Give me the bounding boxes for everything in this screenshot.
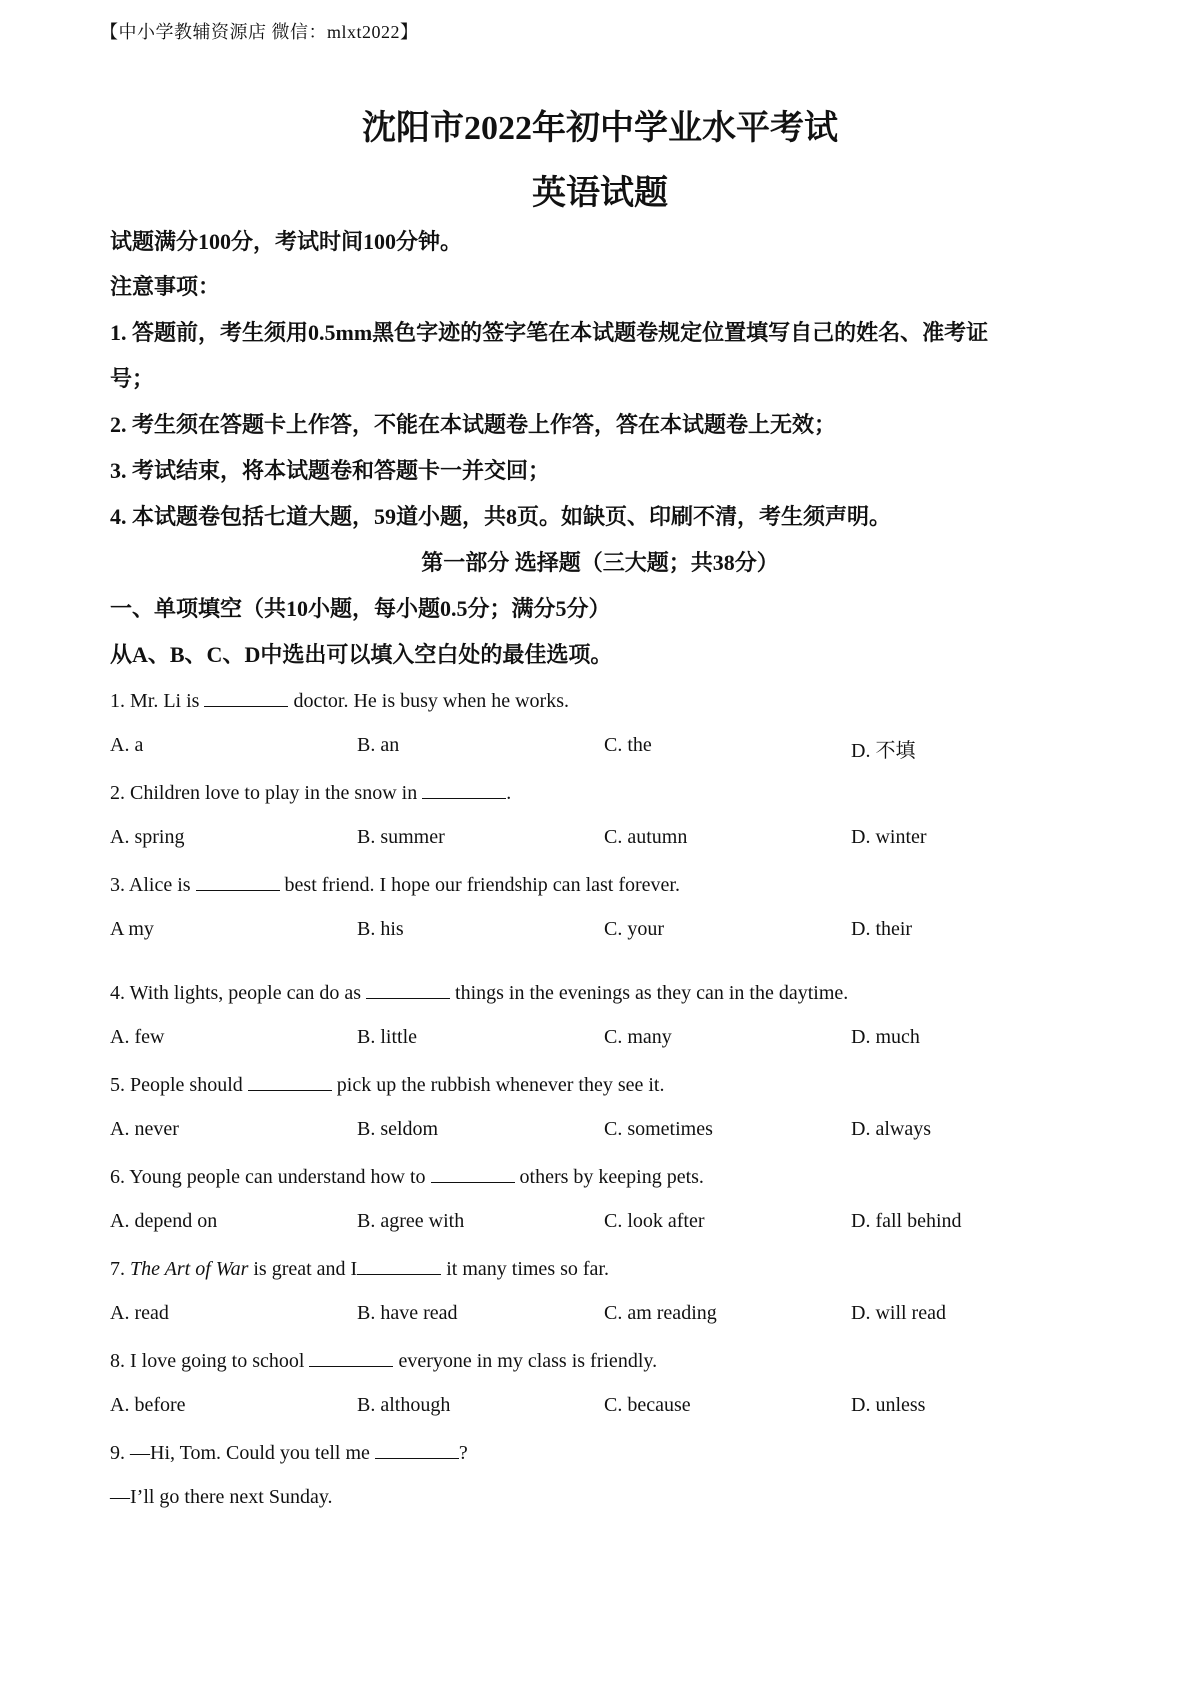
section-instruction: 从A、B、C、D中选出可以填入空白处的最佳选项。 xyxy=(110,642,613,667)
question-text: . xyxy=(506,782,512,804)
question-text: 1. Mr. Li is xyxy=(110,690,205,712)
option-d: D. fall behind xyxy=(851,1210,962,1232)
answer-blank xyxy=(431,1164,515,1183)
question-text: 4. With lights, people can do as xyxy=(110,982,367,1004)
question-8 xyxy=(110,1348,657,1373)
option-d: D. much xyxy=(851,1026,920,1048)
options-8 xyxy=(110,1394,1110,1417)
option-a: A. spring xyxy=(110,826,185,848)
option-b: B. although xyxy=(357,1394,451,1416)
book-title: The Art of War xyxy=(130,1258,249,1280)
question-3 xyxy=(110,872,680,897)
option-d: D. always xyxy=(851,1118,931,1140)
question-text: 3. Alice is xyxy=(110,874,196,896)
option-c: C. am reading xyxy=(604,1302,717,1324)
question-text: 6. Young people can understand how to xyxy=(110,1166,431,1188)
question-number: 7. xyxy=(110,1258,130,1280)
options-3 xyxy=(110,918,1110,941)
option-c: C. your xyxy=(604,918,664,940)
option-b: B. summer xyxy=(357,826,445,848)
question-text: doctor. He is busy when he works. xyxy=(288,690,569,712)
option-b: B. have read xyxy=(357,1302,458,1324)
option-a: A. few xyxy=(110,1026,165,1048)
question-text: 5. People should xyxy=(110,1074,248,1096)
option-a: A my xyxy=(110,918,154,940)
option-b: B. seldom xyxy=(357,1118,439,1140)
notice-item-2: 2. 考生须在答题卡上作答，不能在本试题卷上作答，答在本试题卷上无效； xyxy=(110,412,837,437)
options-1 xyxy=(110,734,1110,763)
option-c: C. because xyxy=(604,1394,691,1416)
answer-blank xyxy=(196,872,280,891)
option-b: B. an xyxy=(357,734,400,756)
answer-blank xyxy=(422,780,506,799)
option-a: A. before xyxy=(110,1394,186,1416)
option-c: C. autumn xyxy=(604,826,688,848)
score-time-line: 试题满分100分，考试时间100分钟。 xyxy=(110,229,463,254)
option-d: D. their xyxy=(851,918,913,940)
answer-blank xyxy=(309,1348,393,1367)
option-d: D. 不填 xyxy=(851,740,916,762)
option-b: B. little xyxy=(357,1026,417,1048)
option-d: D. unless xyxy=(851,1394,926,1416)
options-6 xyxy=(110,1210,1110,1233)
watermark-text: 【中小学教辅资源店 微信：mlxt2022】 xyxy=(100,22,419,42)
option-a: A. never xyxy=(110,1118,179,1140)
question-1 xyxy=(110,688,569,713)
section-title: 一、单项填空（共10小题，每小题0.5分；满分5分） xyxy=(110,596,611,621)
notice-item-1: 1. 答题前，考生须用0.5mm黑色字迹的签字笔在本试题卷规定位置填写自己的姓名、准考证 xyxy=(110,320,989,345)
answer-blank xyxy=(357,1256,441,1275)
question-text: things in the evenings as they can in the daytime. xyxy=(450,982,849,1004)
question-4 xyxy=(110,980,848,1005)
options-4 xyxy=(110,1026,1110,1049)
option-a: A. read xyxy=(110,1302,169,1324)
notice-item-3: 3. 考试结束，将本试题卷和答题卡一并交回； xyxy=(110,458,551,483)
question-5 xyxy=(110,1072,664,1097)
option-c: C. sometimes xyxy=(604,1118,713,1140)
options-2 xyxy=(110,826,1110,849)
question-text: 8. I love going to school xyxy=(110,1350,310,1372)
exam-title: 沈阳市2022年初中学业水平考试 xyxy=(362,110,838,147)
question-text: ? xyxy=(458,1442,468,1464)
question-6 xyxy=(110,1164,704,1189)
option-a: A. depend on xyxy=(110,1210,218,1232)
question-text: pick up the rubbish whenever they see it. xyxy=(331,1074,665,1096)
question-text: 9. —Hi, Tom. Could you tell me xyxy=(110,1442,375,1464)
notice-item-4: 4. 本试题卷包括七道大题，59道小题，共8页。如缺页、印刷不清，考生须声明。 xyxy=(110,504,892,529)
option-b: B. his xyxy=(357,918,404,940)
option-d: D. winter xyxy=(851,826,927,848)
question-9-reply: —I’ll go there next Sunday. xyxy=(110,1486,333,1508)
option-c: C. look after xyxy=(604,1210,705,1232)
question-text: it many times so far. xyxy=(441,1258,609,1280)
notice-heading: 注意事项： xyxy=(110,274,221,299)
option-b: B. agree with xyxy=(357,1210,465,1232)
question-text: others by keeping pets. xyxy=(514,1166,704,1188)
notice-item-1-cont: 号； xyxy=(110,366,155,391)
options-5 xyxy=(110,1118,1110,1141)
question-9 xyxy=(110,1440,468,1465)
answer-blank xyxy=(366,980,450,999)
question-2 xyxy=(110,780,511,805)
options-7 xyxy=(110,1302,1110,1325)
part1-heading: 第一部分 选择题（三大题；共38分） xyxy=(421,550,779,575)
question-text: 2. Children love to play in the snow in xyxy=(110,782,423,804)
question-7 xyxy=(110,1256,609,1281)
exam-subtitle: 英语试题 xyxy=(532,175,668,212)
answer-blank xyxy=(375,1440,459,1459)
option-c: C. the xyxy=(604,734,652,756)
question-text: best friend. I hope our friendship can last forever. xyxy=(279,874,680,896)
question-text: everyone in my class is friendly. xyxy=(393,1350,658,1372)
question-text: is great and I xyxy=(248,1258,358,1280)
answer-blank xyxy=(248,1072,332,1091)
answer-blank xyxy=(204,688,288,707)
option-a: A. a xyxy=(110,734,144,756)
option-d: D. will read xyxy=(851,1302,946,1324)
option-c: C. many xyxy=(604,1026,672,1048)
